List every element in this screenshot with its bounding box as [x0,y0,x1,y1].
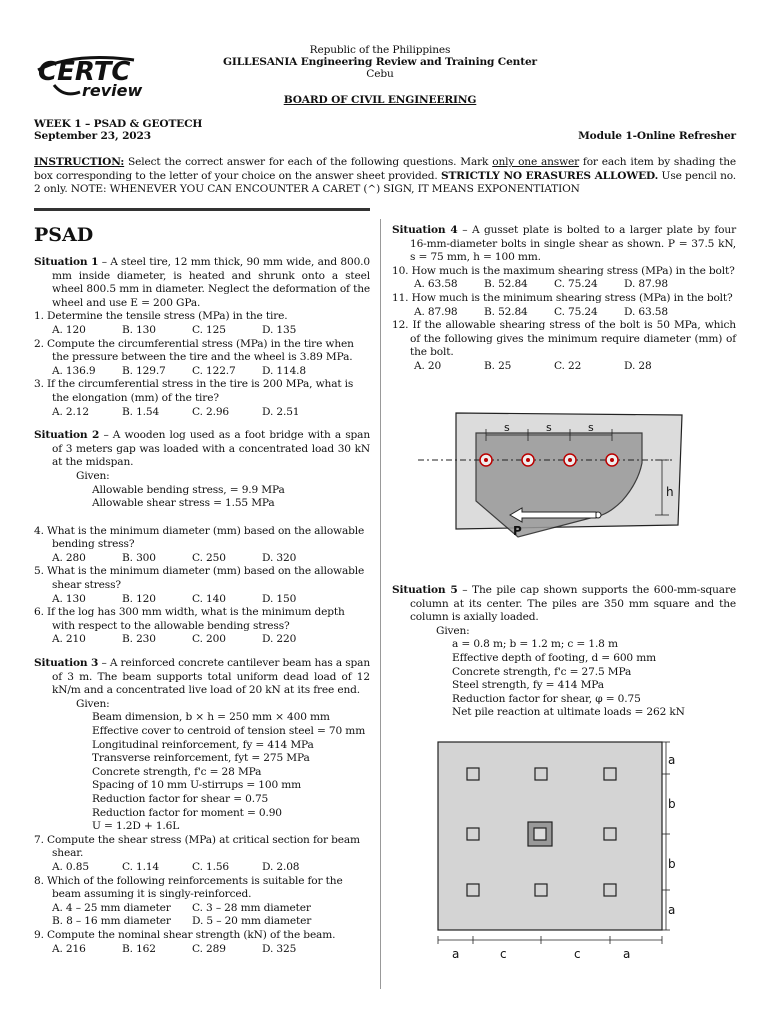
logo-text-bottom: review [82,81,143,100]
given-item: Concrete strength, f'c = 28 MPa [92,765,262,778]
given-item: U = 1.2D + 1.6L [92,820,180,833]
board-title: BOARD OF CIVIL ENGINEERING [283,94,477,106]
option: C. 1.14 [122,860,160,873]
question-8: 8. Which of the following reinforcements is suitable for the beam assuming it is singly-reinforced. [34,874,343,901]
dim-label-c: c [574,947,581,961]
option: C. 122.7 [192,364,236,377]
option: B. 230 [122,633,156,646]
bolt-center [526,458,530,462]
center-name: GILLESANIA Engineering Review and Training Center [223,56,537,68]
option: C. 200 [192,633,226,646]
option: D. 87.98 [624,278,668,291]
given-item: Effective cover to centroid of tension steel = 70 mm [92,725,366,737]
logo-graphic [34,50,144,100]
option: A. 63.58 [414,278,458,291]
load-label-p: P [513,524,522,538]
situation-2-given: Given: [76,469,110,482]
option: D. 5 – 20 mm diameter [192,915,312,928]
situation-2 [34,429,370,470]
option: C. 140 [192,592,226,605]
section-divider [34,208,370,211]
given-item: Longitudinal reinforcement, fy = 414 MPa [92,738,314,751]
option: D. 150 [262,592,297,605]
option: C. 3 – 28 mm diameter [192,901,311,914]
question-8-options-row2 [34,915,370,929]
dim-label-b: b [668,797,676,811]
given-item: Net pile reaction at ultimate loads = 262 kN [452,706,685,719]
option: B. 25 [484,359,512,372]
instruction-label: INSTRUCTION: [34,156,125,168]
option: C. 250 [192,551,226,564]
option: C. 2.96 [192,405,230,418]
given-item: a = 0.8 m; b = 1.2 m; c = 1.8 m [452,638,618,651]
question-9-options [34,943,370,957]
gusset-plate-figure [410,405,710,545]
situation-5-given: Given: [436,624,470,637]
option: A. 87.98 [414,305,458,318]
option: D. 220 [262,633,297,646]
dim-label-a: a [668,903,676,917]
option: C. 125 [192,323,226,336]
dim-label-s: s [546,421,552,434]
question-6: 6. If the log has 300 mm width, what is the minimum depth with respect to the allowable bending stress? [34,606,345,632]
question-10-options [392,278,736,292]
situation-3 [34,657,370,698]
option: A. 130 [52,592,86,605]
question-5: 5. What is the minimum diameter (mm) based on the allowable shear stress? [34,565,365,592]
question-8-options-row1 [34,902,370,916]
situation-5-text: – The pile cap shown supports the 600-mm-square column at its center. The piles are 350 mm square and the column is axially loaded. [410,584,736,624]
situation-3-given: Given: [76,697,110,710]
option: B. 300 [122,551,156,564]
instruction-underlined: only one answer [492,156,580,168]
question-4: 4. What is the minimum diameter (mm) based on the allowable bending stress? [34,524,365,551]
question-1: 1. Determine the tensile stress (MPa) in the tire. [34,310,288,323]
option: C. 1.56 [192,860,230,873]
given-item: Concrete strength, f'c = 27.5 MPa [452,665,632,678]
option: B. 8 – 16 mm diameter [52,915,171,928]
instruction-part1: Select the correct answer for each of the following questions. Mark [124,156,493,168]
question-11-options [392,306,736,320]
pile-cap-figure [430,736,700,966]
question-11: 11. How much is the minimum shearing stress (MPa) in the bolt? [392,291,733,304]
option: D. 63.58 [624,305,668,318]
option: B. 130 [122,323,156,336]
republic: Republic of the Philippines [309,44,451,56]
given-item: Allowable bending stress, = 9.9 MPa [92,483,285,496]
dim-label-b: b [668,857,676,871]
option: A. 280 [52,551,86,564]
given-item: Spacing of 10 mm U-stirrups = 100 mm [92,779,302,792]
situation-1-text: – A steel tire, 12 mm thick, 90 mm wide, and 800.0 mm inside diameter, is heated and shrunk onto a steel wheel 800.5 mm in diameter. Neglect the deformation of the wheel and use E = 200 GPa. [52,256,370,309]
dim-label-a: a [452,947,460,961]
bolt-center [568,458,572,462]
dim-label-a: a [668,753,676,767]
dim-label-c: c [500,947,507,961]
column-divider [380,219,381,989]
question-7-options [34,861,370,875]
option: A. 0.85 [52,860,89,873]
instruction [34,156,736,197]
option: C. 75.24 [554,305,598,318]
question-9: 9. Compute the nominal shear strength (kN) of the beam. [34,928,336,941]
given-item: Reduction factor for shear, φ = 0.75 [452,692,641,705]
option: C. 289 [192,942,226,955]
option: D. 28 [624,359,652,372]
option: D. 2.51 [262,405,300,418]
situation-5 [392,584,736,625]
situation-4-text: – A gusset plate is bolted to a larger plate by four 16-mm-diameter bolts in single shear as shown. P = 37.5 kN, s = 75 mm, h = 100 mm. [410,224,736,264]
dim-label-s: s [588,421,594,434]
instruction-part3: Use pencil no. 2 only. NOTE: WHENEVER YOU CAN ENCOUNTER A CARET (^) SIGN, IT MEANS EXPONENTIATION [34,169,737,196]
option: A. 210 [52,633,86,646]
given-item: Transverse reinforcement, fyt = 275 MPa [92,752,310,765]
question-12: 12. If the allowable shearing stress of the bolt is 50 MPa, which of the following gives the minimum require diameter (mm) of the bolt. [392,319,736,359]
option: D. 320 [262,551,297,564]
option: D. 2.08 [262,860,300,873]
option: A. 4 – 25 mm diameter [52,901,171,914]
question-6-options [34,633,370,647]
left-column [34,224,370,956]
given-item: Steel strength, fy = 414 MPa [452,679,604,692]
option: D. 325 [262,942,297,955]
situation-2-label: Situation 2 [34,429,100,442]
question-2-options [34,365,370,379]
situation-1 [34,256,370,310]
date-label: September 23, 2023 [34,130,151,142]
logo-text-top: CERTC [38,57,131,87]
logo [34,50,144,100]
option: A. 120 [52,323,86,336]
pile [534,828,546,840]
dim-label-s: s [504,421,510,434]
option: A. 2.12 [52,405,89,418]
option: B. 52.84 [484,305,528,318]
question-5-options [34,593,370,607]
option: A. 20 [414,359,442,372]
question-2: 2. Compute the circumferential stress (MPa) in the tire when the pressure between the tire and the wheel is 3.89 MPa. [34,337,354,364]
instruction-bold: STRICTLY NO ERASURES ALLOWED. [440,169,659,182]
option: C. 22 [554,359,582,372]
situation-5-label: Situation 5 [392,584,458,596]
question-1-options [34,324,370,338]
question-3: 3. If the circumferential stress in the tire is 200 MPa, what is the elongation (mm) of the tire? [34,378,354,404]
option: A. 136.9 [52,364,96,377]
given-item: Beam dimension, b × h = 250 mm × 400 mm [92,711,330,724]
instruction-part2: for each item by shading the box corresponding to the letter of your choice on the answer sheet provided. [34,156,736,182]
right-column-top [392,224,736,374]
question-10: 10. How much is the maximum shearing stress (MPa) in the bolt? [392,264,735,277]
given-item: Reduction factor for moment = 0.90 [92,806,282,819]
question-3-options [34,406,370,420]
given-item: Reduction factor for shear = 0.75 [92,792,269,805]
option: B. 1.54 [122,405,160,418]
city: Cebu [366,68,394,80]
given-item: Effective depth of footing, d = 600 mm [452,651,657,664]
situation-1-label: Situation 1 [34,256,99,268]
option: B. 120 [122,592,156,605]
module-label: Module 1-Online Refresher [578,130,736,142]
option: A. 216 [52,942,86,955]
given-item: Allowable shear stress = 1.55 MPa [92,497,275,510]
option: B. 162 [122,942,156,955]
dim-label-h: h [666,485,674,499]
option: C. 75.24 [554,278,598,291]
option: D. 135 [262,323,297,336]
option: D. 114.8 [262,364,306,377]
week-label: WEEK 1 – PSAD & GEOTECH [34,118,203,130]
section-title: PSAD [34,224,94,246]
option: B. 129.7 [122,364,166,377]
question-12-options [392,360,736,374]
situation-4 [392,224,736,265]
question-4-options [34,552,370,566]
right-column-bottom [392,584,736,720]
question-7: 7. Compute the shear stress (MPa) at critical section for beam shear. [34,833,360,860]
bolt-center [610,458,614,462]
situation-3-text: – A reinforced concrete cantilever beam has a span of 3 m. The beam supports total uniform dead load of 12 kN/m and a concentrated live load of 20 kN at its free end. [52,657,371,697]
dim-label-a: a [623,947,631,961]
situation-4-label: Situation 4 [392,224,458,236]
situation-3-label: Situation 3 [34,657,99,670]
bolt-center [484,458,488,462]
situation-2-text: – A wooden log used as a foot bridge with a span of 3 meters gap was loaded with a concentrated load 30 kN at the midspan. [52,429,371,469]
option: B. 52.84 [484,278,528,291]
